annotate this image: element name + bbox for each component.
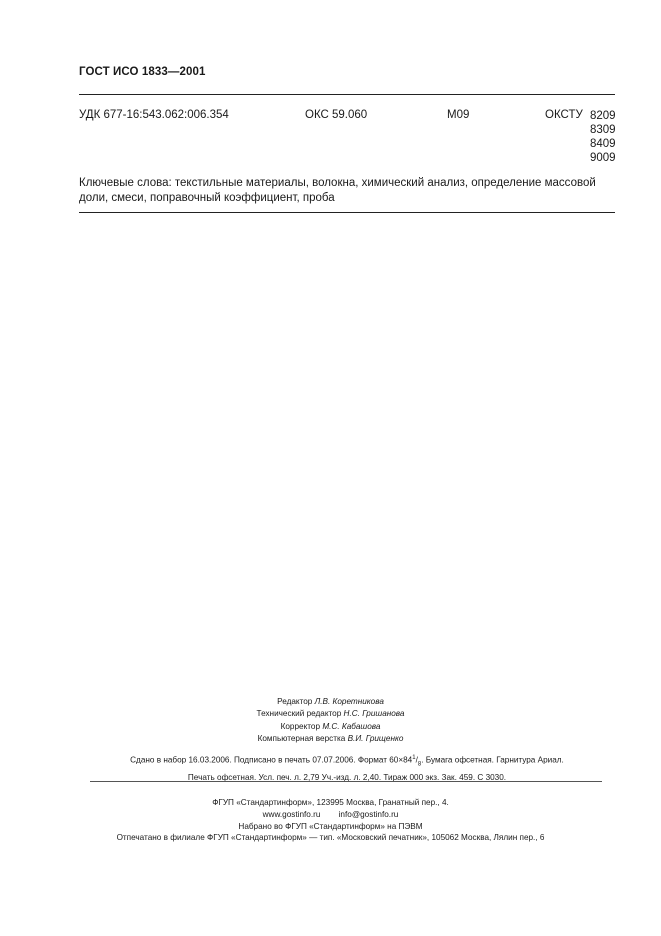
udk-code: УДК 677-16:543.062:006.354: [79, 109, 229, 121]
top-rule: [79, 94, 615, 95]
footer-rule: [90, 781, 602, 782]
publishing-line-1: Сдано в набор 16.03.2006. Подписано в печать 07.07.2006. Формат $60\times 84^1/_8$. Бумага офсетная. Гарнитура Ариал.: [130, 755, 564, 768]
publishing-info: [0, 752, 661, 784]
m-code: М09: [447, 109, 470, 121]
format-fraction-num: 1: [412, 755, 416, 761]
tech-editor-label: Технический редактор: [256, 709, 342, 719]
keywords: Ключевые слова: текстильные материалы, волокна, химический анализ, определение массовой доли, смеси, поправочный коэффициент, проба: [79, 177, 596, 204]
footer-line-address: ФГУП «Стандартинформ», 123995 Москва, Гранатный пер., 4.: [212, 798, 449, 807]
corrector-name: М.С. Кабашова: [322, 721, 381, 731]
editor-line: [0, 696, 661, 708]
editor-label: Редактор: [277, 697, 313, 706]
okstu-code: 9009: [590, 152, 616, 164]
credits-block: [0, 696, 661, 745]
okstu-code: 8309: [590, 124, 616, 136]
okstu-codes: [590, 109, 616, 165]
tech-editor-name: Н.С. Гришанова: [343, 709, 405, 719]
oks-code: ОКС 59.060: [305, 109, 368, 121]
tech-editor-line: [0, 708, 661, 720]
layout-name: В.И. Грищенко: [347, 733, 404, 743]
layout-label: Компьютерная верстка: [257, 733, 346, 743]
format-fraction-den: 8: [417, 761, 422, 768]
corrector-line: [0, 721, 661, 733]
footer-block: [0, 797, 661, 844]
publishing-line-2: Печать офсетная. Усл. печ. л. 2,79 Уч.-изд. л. 2,40. Тираж 000 экз. Зак. 459. С 3030.: [187, 773, 507, 783]
keywords-rule: [79, 212, 615, 213]
publishing-text-b: . Бумага офсетная. Гарнитура Ариал.: [421, 755, 564, 765]
editor-name: Л.В. Коретникова: [314, 697, 384, 706]
footer-line-typeset: Набрано во ФГУП «Стандартинформ» на ПЭВМ: [238, 821, 423, 831]
publishing-text-a: Сдано в набор 16.03.2006. Подписано в печать 07.07.2006. Формат 60×84: [130, 755, 413, 765]
okstu-label: ОКСТУ: [545, 109, 583, 121]
corrector-label: Корректор: [280, 721, 321, 731]
document-title: ГОСТ ИСО 1833—2001: [79, 66, 206, 78]
okstu-code: 8209: [590, 110, 616, 122]
okstu-code: 8409: [590, 138, 616, 150]
footer-line-printed: Отпечатано в филиале ФГУП «Стандартинформ» — тип. «Московский печатник», 105062 Москва, Лялин пер., 6: [116, 833, 545, 843]
layout-line: [0, 733, 661, 745]
footer-line-web: www.gostinfo.ru info@gostinfo.ru: [262, 809, 399, 819]
